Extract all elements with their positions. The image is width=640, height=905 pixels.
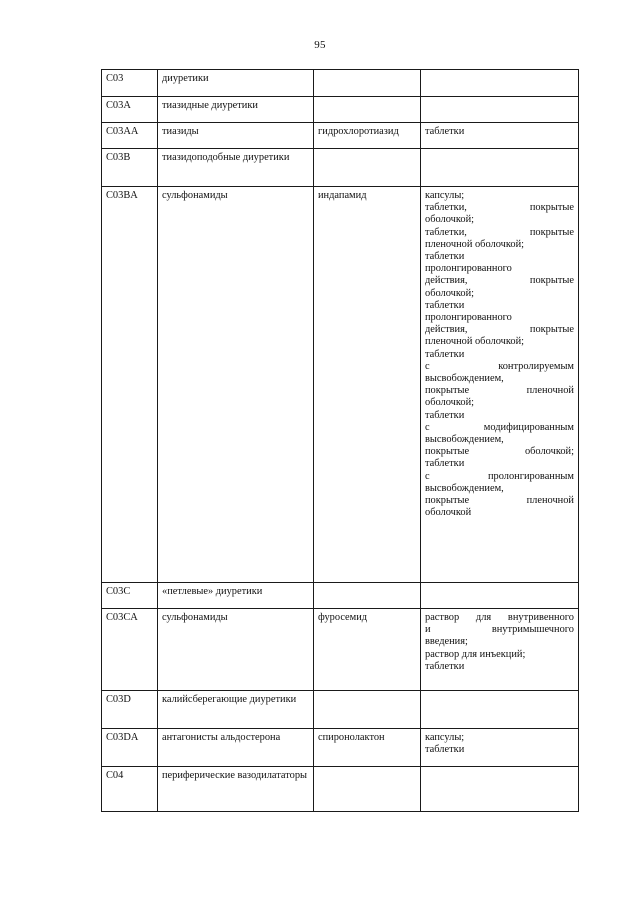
pharmacological-group-cell: антагонисты альдостерона	[158, 729, 314, 767]
dosage-form-line: оболочкой;	[425, 287, 475, 299]
dosage-forms-cell	[421, 123, 579, 149]
atc-code-cell: C03BA	[102, 187, 158, 583]
dosage-form-line: с пролонгированным	[425, 470, 574, 482]
atc-code-cell: C03D	[102, 691, 158, 729]
dosage-form-line: таблетки	[425, 348, 465, 360]
dosage-form-line: пролонгированного	[425, 312, 512, 324]
pharmacological-group-cell: сульфонамиды	[158, 187, 314, 583]
dosage-form-line: таблетки	[425, 458, 465, 470]
dosage-form-line: действия, покрытые	[425, 324, 574, 336]
dosage-forms-cell	[421, 609, 579, 691]
drug-table-body	[102, 70, 579, 812]
dosage-form-line: введения;	[425, 636, 468, 648]
dosage-form-line: таблетки	[425, 299, 465, 311]
atc-code-cell: C03CA	[102, 609, 158, 691]
dosage-form-line: высвобождением,	[425, 373, 504, 385]
dosage-form-line: покрытые пленочной	[425, 385, 574, 397]
dosage-form-line: высвобождением,	[425, 482, 504, 494]
dosage-form-line: таблетки, покрытые	[425, 226, 574, 238]
inn-cell	[314, 583, 421, 609]
dosage-form-line: таблетки	[425, 660, 465, 672]
atc-code-cell: C03AA	[102, 123, 158, 149]
pharmacological-group-cell: периферические вазодилататоры	[158, 767, 314, 812]
dosage-forms-cell	[421, 149, 579, 187]
inn-cell: спиронолактон	[314, 729, 421, 767]
dosage-forms-cell	[421, 583, 579, 609]
table-row	[102, 729, 579, 767]
inn-cell: индапамид	[314, 187, 421, 583]
pharmacological-group-cell: «петлевые» диуретики	[158, 583, 314, 609]
dosage-form-line: капсулы;	[425, 190, 465, 201]
dosage-form-line: высвобождением,	[425, 434, 504, 446]
dosage-form-line: таблетки, покрытые	[425, 202, 574, 214]
pharmacological-group-cell: диуретики	[158, 70, 314, 97]
dosage-forms-cell	[421, 691, 579, 729]
dosage-form-line: пленочной оболочкой;	[425, 238, 525, 250]
atc-code-cell: C04	[102, 767, 158, 812]
inn-cell	[314, 149, 421, 187]
inn-cell	[314, 691, 421, 729]
dosage-form-line: действия, покрытые	[425, 275, 574, 287]
dosage-form-line: покрытые оболочкой;	[425, 446, 574, 458]
pharmacological-group-cell: тиазиды	[158, 123, 314, 149]
dosage-forms-cell	[421, 70, 579, 97]
dosage-form-line: таблетки	[425, 126, 465, 137]
inn-cell	[314, 70, 421, 97]
pharmacological-group-cell: тиазидоподобные диуретики	[158, 149, 314, 187]
dosage-form-line: таблетки	[425, 409, 465, 421]
dosage-form-line: покрытые пленочной	[425, 495, 574, 507]
dosage-form-line: оболочкой;	[425, 214, 475, 226]
table-row	[102, 691, 579, 729]
table-row	[102, 609, 579, 691]
dosage-form-line: пленочной оболочкой;	[425, 336, 525, 348]
pharmacological-group-cell: сульфонамиды	[158, 609, 314, 691]
dosage-form-line: с модифицированным	[425, 421, 574, 433]
table-row	[102, 123, 579, 149]
dosage-form-line: раствор для инъекций;	[425, 648, 526, 660]
pharmacological-group-cell: калийсберегающие диуретики	[158, 691, 314, 729]
dosage-form-line: таблетки	[425, 251, 465, 263]
atc-code-cell: C03	[102, 70, 158, 97]
table-row	[102, 187, 579, 583]
dosage-forms-cell	[421, 187, 579, 583]
drug-table	[101, 69, 579, 812]
table-row	[102, 70, 579, 97]
dosage-form-line: пролонгированного	[425, 263, 512, 275]
dosage-form-line: оболочкой;	[425, 397, 475, 409]
inn-cell: гидрохлоротиазид	[314, 123, 421, 149]
dosage-form-line: и внутримышечного	[425, 624, 574, 636]
pharmacological-group-cell: тиазидные диуретики	[158, 97, 314, 123]
dosage-form-line: раствор для внутривенного	[425, 612, 574, 623]
dosage-form-line: капсулы;	[425, 732, 465, 743]
inn-cell	[314, 97, 421, 123]
dosage-form-line: с контролируемым	[425, 360, 574, 372]
dosage-forms-cell	[421, 729, 579, 767]
table-row	[102, 149, 579, 187]
atc-code-cell: C03B	[102, 149, 158, 187]
page-number: 95	[314, 39, 326, 51]
atc-code-cell: C03DA	[102, 729, 158, 767]
dosage-form-line: таблетки	[425, 744, 465, 756]
dosage-forms-cell	[421, 97, 579, 123]
table-row	[102, 767, 579, 812]
dosage-forms-cell	[421, 767, 579, 812]
inn-cell: фуросемид	[314, 609, 421, 691]
atc-code-cell: C03A	[102, 97, 158, 123]
dosage-form-line: оболочкой	[425, 507, 472, 519]
table-row	[102, 97, 579, 123]
table-row	[102, 583, 579, 609]
atc-code-cell: C03C	[102, 583, 158, 609]
inn-cell	[314, 767, 421, 812]
